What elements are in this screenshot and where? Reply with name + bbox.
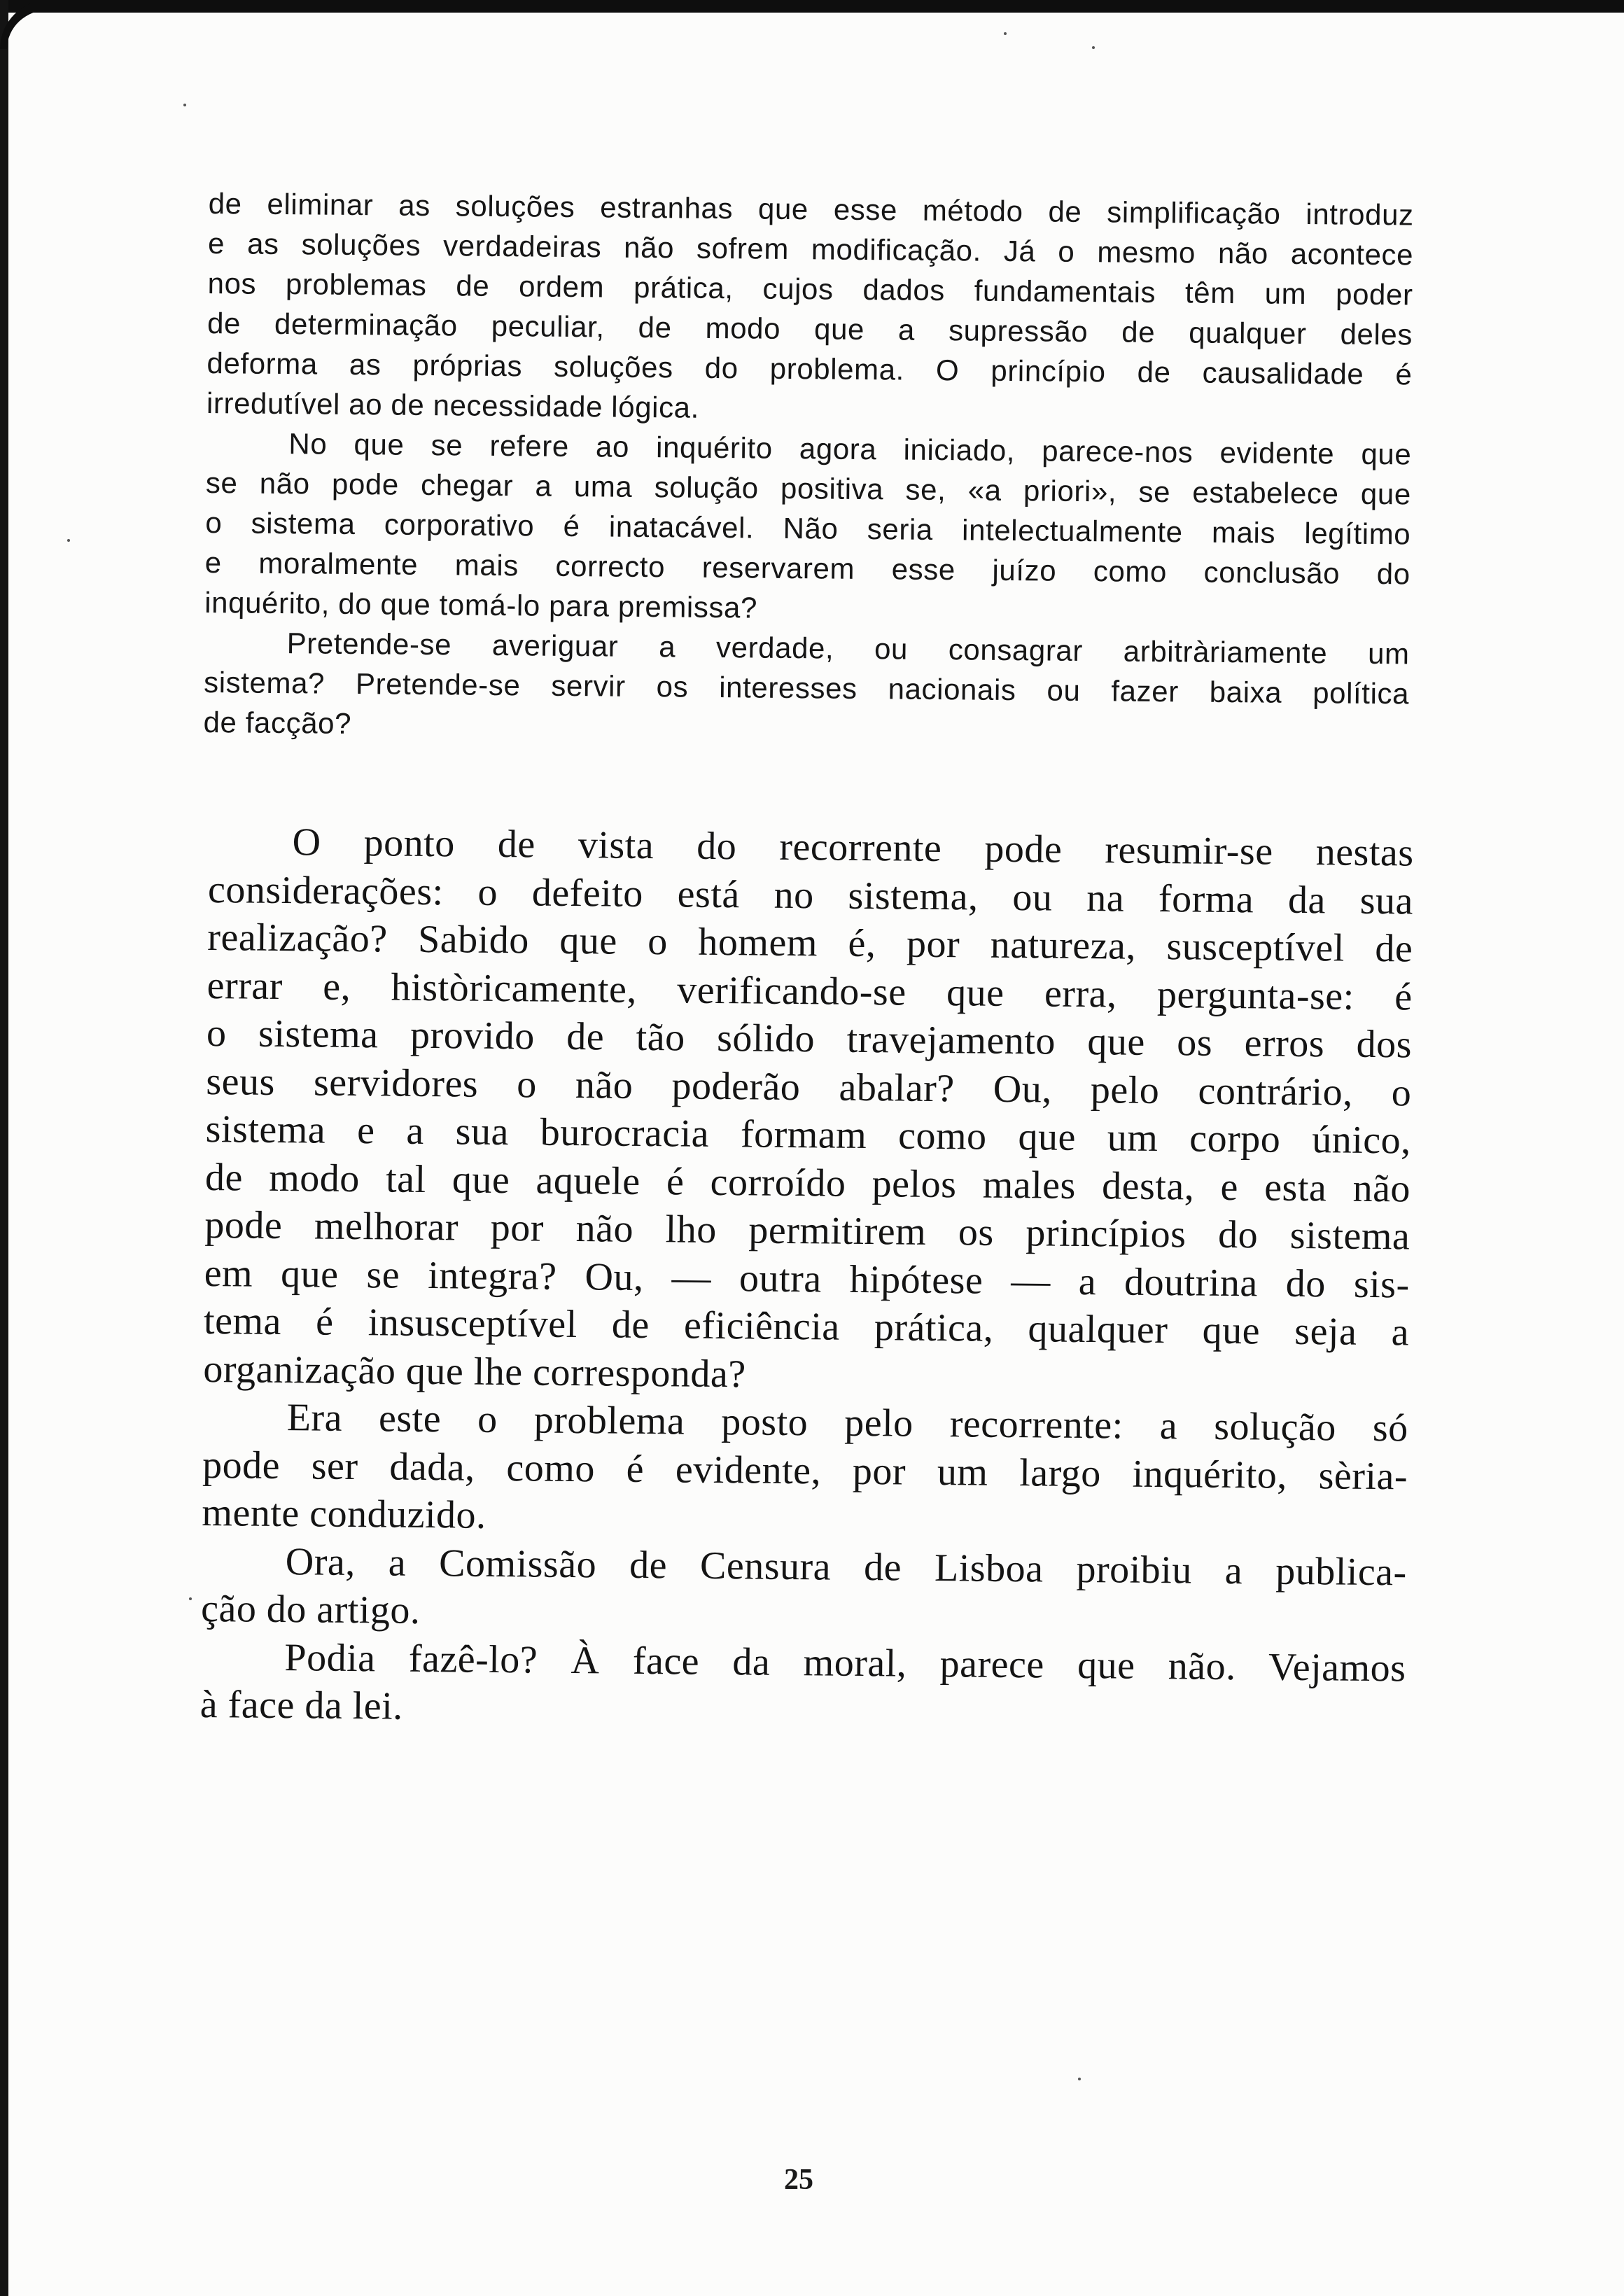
text-line: de modo tal que aquele é corroído pelos males desta, e esta não	[204, 1155, 1411, 1211]
text-line: O ponto de vista do recorrente pode resumir-se nestas	[292, 820, 1414, 875]
text-line: de determinação peculiar, de modo que a supressão de qualquer deles	[206, 306, 1413, 351]
text-line: se não pode chegar a uma solução positiva se, «a priori», se estabelece que	[205, 465, 1412, 511]
paragraph-questions	[203, 622, 1410, 754]
text-line: em que se integra? Ou, — outra hipótese — a doutrina do sis-	[204, 1251, 1410, 1306]
text-line: o sistema corporativo é inatacável. Não seria intelectualmente mais legítimo	[205, 505, 1411, 551]
text-line: errar e, històricamente, verificando-se que erra, pergunta-se: é	[206, 963, 1413, 1019]
text-line: inquérito, do que tomá-lo para premissa?	[204, 585, 758, 624]
scan-speck	[1092, 46, 1095, 49]
text-line: mente conduzido.	[202, 1490, 486, 1537]
text-line: o sistema provido de tão sólido travejamento que os erros dos	[206, 1011, 1413, 1067]
text-line: Era este o problema posto pelo recorrente: a solução só	[286, 1396, 1409, 1450]
scan-edge-left	[0, 0, 8, 2296]
text-line: No que se refere ao inquérito agora iniciado, parece-nos evidente que	[288, 427, 1412, 471]
text-line: de eliminar as soluções estranhas que esse método de simplificação introduz	[208, 186, 1414, 232]
text-line: de facção?	[203, 705, 352, 740]
text-line: pode melhorar por não lho permitirem os princípios do sistema	[204, 1203, 1410, 1259]
text-line: Podia fazê-lo? À face da moral, parece que não. Vejamos	[284, 1635, 1406, 1690]
text-line: seus servidores o não poderão abalar? Ou, pelo contrário, o	[206, 1059, 1412, 1115]
paragraph-problem	[202, 1393, 1408, 1548]
page-number: 25	[784, 2164, 813, 2196]
paragraph-censorship	[201, 1536, 1407, 1644]
text-line: organização que lhe corresponda?	[203, 1347, 746, 1396]
small-print-section	[203, 183, 1414, 753]
scan-edge-top	[0, 0, 1624, 13]
text-line: e as soluções verdadeiras não sofrem modificação. Já o mesmo não acontece	[207, 226, 1414, 272]
text-line: Pretende-se averiguar a verdade, ou consagrar arbitràriamente um	[286, 626, 1410, 671]
scan-speck	[67, 539, 70, 542]
text-line: considerações: o defeito está no sistema, ou na forma da sua	[207, 867, 1414, 923]
text-line: sistema e a sua burocracia formam como que um corpo único,	[205, 1107, 1411, 1163]
text-line: realização? Sabido que o homem é, por natureza, susceptível de	[207, 915, 1413, 971]
scan-speck	[183, 104, 186, 106]
text-line: à face da lei.	[200, 1682, 404, 1728]
text-line: pode ser dada, como é evidente, por um largo inquérito, sèria-	[202, 1443, 1408, 1498]
paragraph-inquiry	[204, 423, 1412, 634]
text-line: tema é insusceptível de eficiência prática, qualquer que seja a	[203, 1298, 1410, 1354]
text-line: irredutível ao de necessidade lógica.	[206, 386, 700, 424]
paragraph-final	[200, 1632, 1406, 1740]
text-line: deforma as próprias soluções do problema. O princípio de causalidade é	[206, 346, 1413, 391]
text-line: sistema? Pretende-se servir os interesses nacionais ou fazer baixa política	[203, 665, 1410, 710]
text-line: nos problemas de ordem prática, cujos dados fundamentais têm um poder	[207, 266, 1413, 312]
paragraph-viewpoint	[203, 818, 1414, 1404]
scan-speck	[1078, 2078, 1081, 2080]
text-line: e moralmente mais correcto reservarem esse juízo como conclusão do	[204, 545, 1410, 591]
large-print-section	[200, 818, 1414, 1740]
paragraph-intro	[206, 183, 1414, 435]
scan-speck	[189, 1597, 192, 1600]
text-line: ção do artigo.	[200, 1586, 421, 1632]
text-line: Ora, a Comissão de Censura de Lisboa proibiu a publica-	[285, 1539, 1408, 1594]
scan-speck	[1004, 32, 1007, 35]
